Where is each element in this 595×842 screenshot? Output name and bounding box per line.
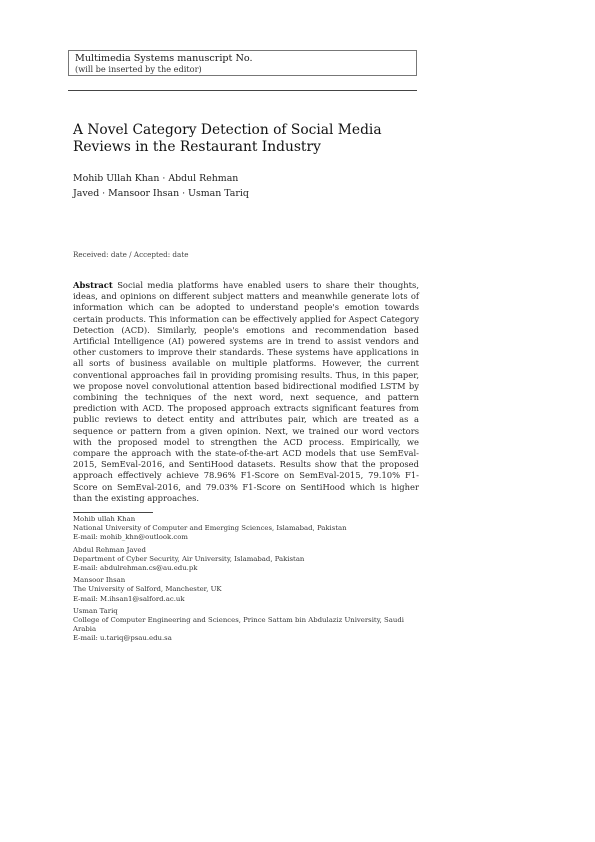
header-divider xyxy=(68,90,417,91)
paper-title: A Novel Category Detection of Social Media Reviews in the Restaurant Industry xyxy=(73,122,382,155)
affiliation-entry xyxy=(73,576,423,604)
author-list xyxy=(73,172,373,201)
affiliation-org: College of Computer Engineering and Sciences, Prince Sattam bin Abdulaziz University, Saudi Arabia xyxy=(73,616,404,634)
affiliation-name: Mohib ullah Khan xyxy=(73,515,136,523)
affiliation-name: Abdul Rehman Javed xyxy=(73,545,146,554)
affiliation-org: National University of Computer and Emerging Sciences, Islamabad, Pakistan xyxy=(73,524,347,533)
editor-note: (will be inserted by the editor) xyxy=(75,64,202,74)
affiliation-email: E-mail: u.tariq@psau.edu.sa xyxy=(73,634,172,643)
affiliation-entry xyxy=(73,515,423,543)
abstract-text: Social media platforms have enabled users to share their thoughts, ideas, and opinions on different subject matters and meanwhile generate lots of information which can be adopted to understand people's emotion towards certain products. This information can be effectively applied for Aspect Category Detection (ACD). Similarly, people's emotions and recommendation based Artificial Intelligence (AI) powered systems are in trend to assist vendors and other customers to improve their standards. These systems have applications in all sorts of business available on multiple platforms. However, the current conventional approaches fail in providing promising results. Thus, in this paper, we propose novel convolutional attention based bidirectional modified LSTM by combining the techniques of the next word, next sequence, and pattern prediction with ACD. The proposed approach extracts significant features from public reviews to detect entity and attributes pair, which are treated as a sequence or pattern from a given opinion. Next, we trained our word vectors with the proposed model to strengthen the ACD process. Empirically, we compare the approach with the state-of-the-art ACD models that use SemEval-2015, SemEval-2016, and SentiHood datasets. Results show that the proposed approach effectively achieve 78.96% F1-Score on SemEval-2015, 79.10% F1-Score on SemEval-2016, and 79.03% F1-Score on SentiHood which is higher than the existing approaches. xyxy=(73,280,419,503)
affiliation-name: Mansoor Ihsan xyxy=(73,576,126,585)
journal-line: Multimedia Systems manuscript No. xyxy=(75,53,253,64)
affiliation-entry xyxy=(73,607,423,644)
editor-info-box xyxy=(68,50,417,76)
author-line-2: Javed · Mansoor Ihsan · Usman Tariq xyxy=(73,187,249,199)
abstract-label: Abstract xyxy=(73,280,113,290)
author-line-1: Mohib Ullah Khan · Abdul Rehman xyxy=(73,173,239,184)
affiliations xyxy=(73,515,423,647)
received-date: Received: date / Accepted: date xyxy=(73,250,189,259)
affiliation-email: E-mail: mohib_khn@outlook.com xyxy=(73,533,188,542)
abstract xyxy=(73,280,419,504)
affiliation-entry xyxy=(73,546,423,574)
affiliation-email: E-mail: M.ihsan1@salford.ac.uk xyxy=(73,594,185,603)
affiliation-email: E-mail: abdulrehman.cs@au.edu.pk xyxy=(73,564,198,573)
footnote-divider xyxy=(73,512,153,513)
affiliation-org: The University of Salford, Manchester, UK xyxy=(73,585,222,594)
affiliation-name: Usman Tariq xyxy=(73,606,118,615)
affiliation-org: Department of Cyber Security, Air University, Islamabad, Pakistan xyxy=(73,554,305,563)
